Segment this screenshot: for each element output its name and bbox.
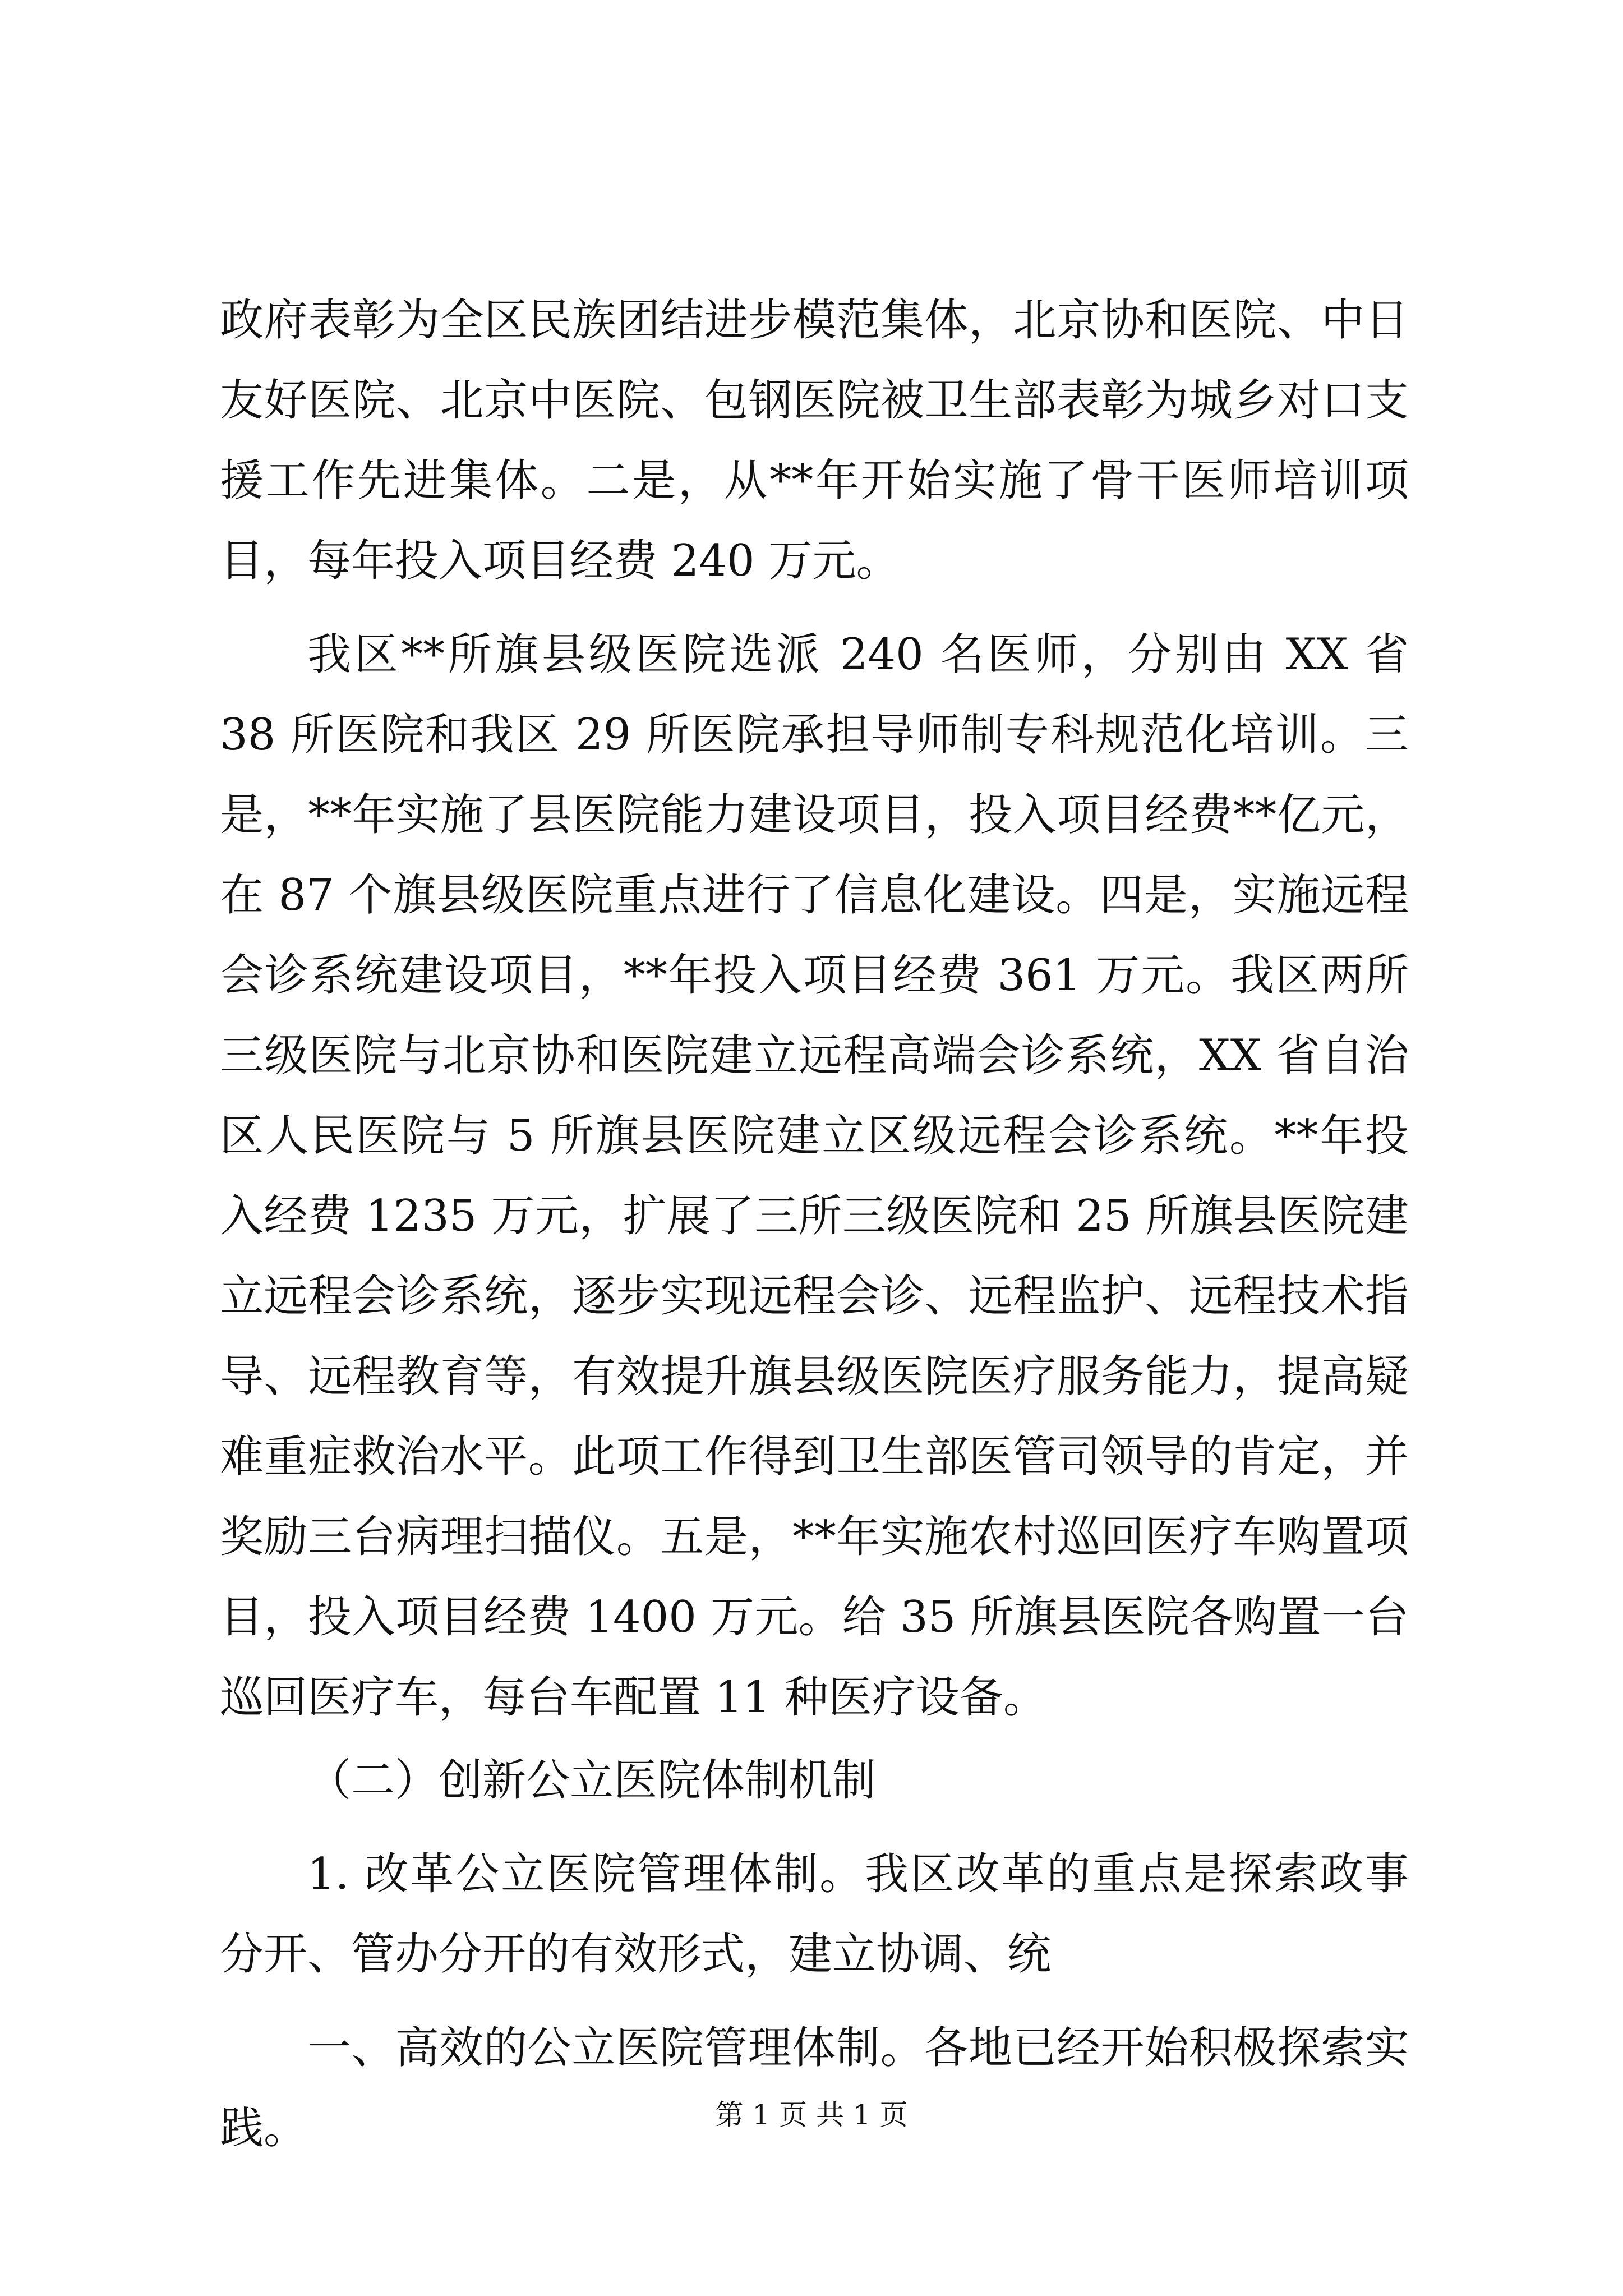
document-body xyxy=(220,280,1409,2169)
paragraph-continuation: 政府表彰为全区民族团结进步模范集体，北京协和医院、中日友好医院、北京中医院、包钢医院被卫生部表彰为城乡对口支援工作先进集体。二是，从**年开始实施了骨干医师培训项目，每年投入项目经费 240 万元。 xyxy=(220,295,1409,586)
paragraph-management: 一、高效的公立医院管理体制。各地已经开始积极探索实践。 xyxy=(220,2023,1409,2154)
page-footer: 第 1 页 共 1 页 xyxy=(715,2099,908,2131)
paragraph-reform: 1. 改革公立医院管理体制。我区改革的重点是探索政事分开、管办分开的有效形式，建立协调、统 xyxy=(220,1849,1409,1980)
paragraph-training: 我区**所旗县级医院选派 240 名医师，分别由 XX 省 38 所医院和我区 29 所医院承担导师制专科规范化培训。三是，**年实施了县医院能力建设项目，投入项目经费**亿元，在 87 个旗县级医院重点进行了信息化建设。四是，实施远程会诊系统建设项目，**年投入项目经费 361 万元。我区两所三级医院与北京协和医院建立远程高端会诊系统，XX 省自治区人民医院与 5 所旗县医院建立区级远程会诊系统。**年投入经费 1235 万元，扩展了三所三级医院和 25 所旗县医院建立远程会诊系统，逐步实现远程会诊、远程监护、远程技术指导、远程教育等，有效提升旗县级医院医疗服务能力，提高疑难重症救治水平。此项工作得到卫生部医管司领导的肯定，并奖励三台病理扫描仪。五是，**年实施农村巡回医疗车购置项目，投入项目经费 1400 万元。给 35 所旗县医院各购置一台巡回医疗车，每台车配置 11 种医疗设备。 xyxy=(220,629,1409,1723)
section-heading: （二）创新公立医院体制机制 xyxy=(307,1755,877,1806)
